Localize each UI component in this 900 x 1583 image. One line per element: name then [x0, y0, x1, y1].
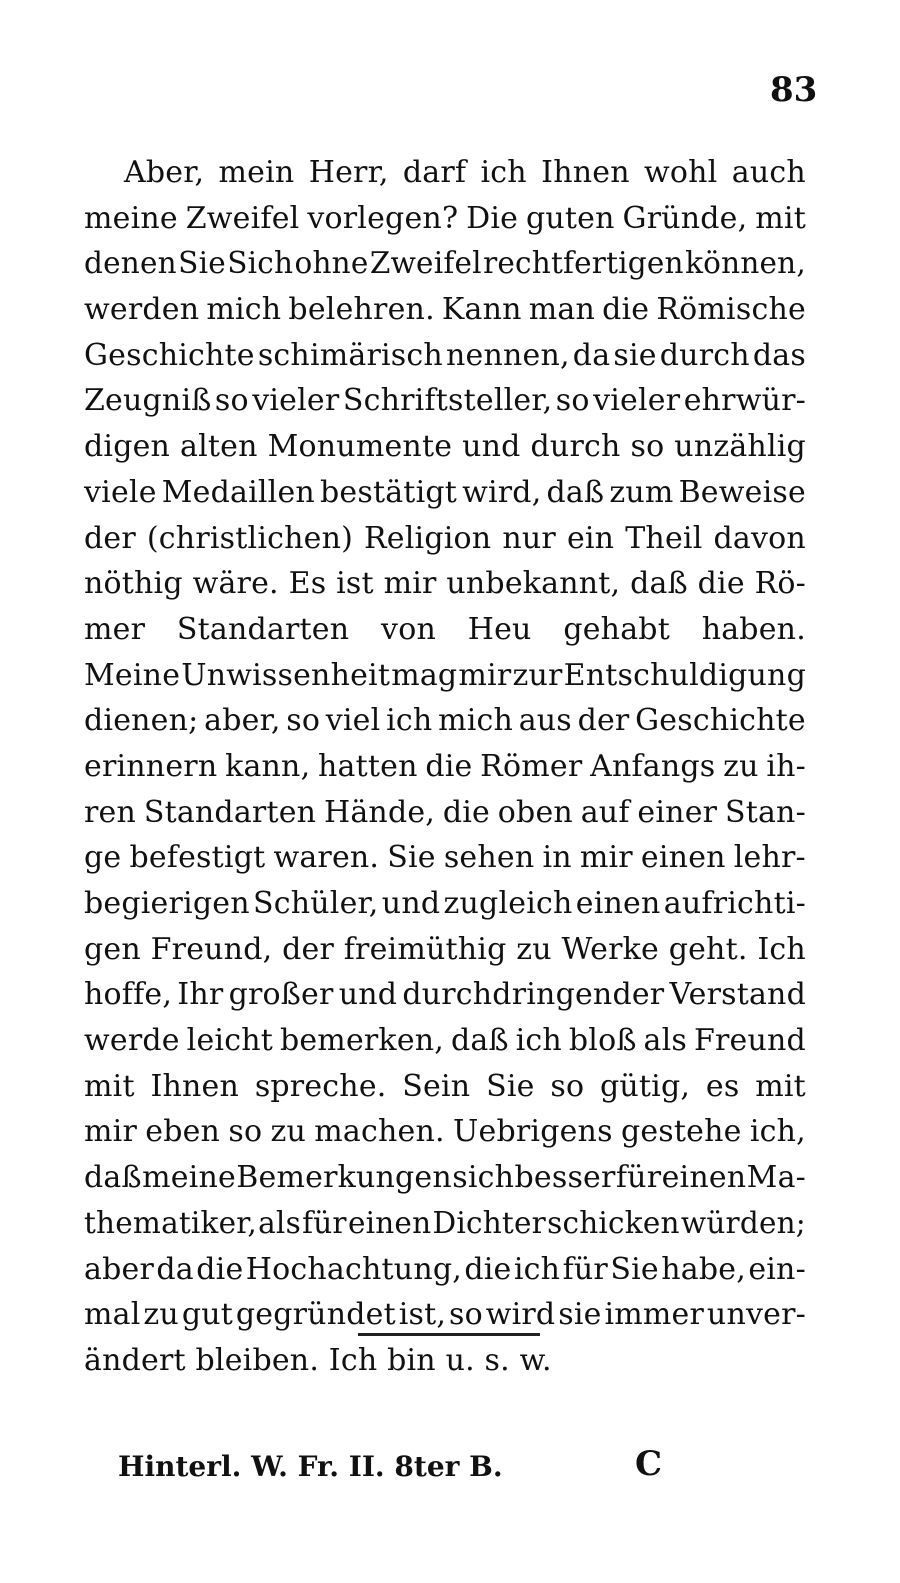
- text-line: hoffe, Ihr großer und durchdringender Verstand: [84, 977, 806, 1013]
- text-line: Zeugniß so vieler Schriftsteller, so vieler ehrwür-: [84, 383, 806, 419]
- text-line: ändert bleiben. Ich bin u. s. w.: [84, 1342, 552, 1378]
- letter-body: [84, 150, 806, 1384]
- text-line: thematiker, als für einen Dichter schicken würden;: [84, 1205, 806, 1240]
- text-line: ren Standarten Hände, die oben auf einer Stan-: [84, 794, 806, 830]
- text-line: Aber, mein Herr, darf ich Ihnen wohl auch: [124, 155, 806, 190]
- signature-mark: Hinterl. W. Fr. II. 8ter B.: [118, 1450, 503, 1483]
- text-line: der (christlichen) Religion nur ein Theil davon: [84, 520, 806, 556]
- text-line: denen Sie Sich ohne Zweifel rechtfertigen können,: [84, 246, 806, 281]
- text-line: Meine Unwissenheit mag mir zur Entschuldigung: [84, 657, 806, 693]
- text-line: digen alten Monumente und durch so unzählig: [84, 429, 806, 465]
- text-line: werden mich belehren. Kann man die Römische: [84, 292, 806, 328]
- text-line: gen Freund, der freimüthig zu Werke geht. Ich: [84, 931, 806, 967]
- text-line: werde leicht bemerken, daß ich bloß als Freund: [84, 1023, 806, 1059]
- text-line: viele Medaillen bestätigt wird, daß zum Beweise: [84, 474, 806, 510]
- text-line: mal zu gut gegründet ist, so wird sie immer unver-: [84, 1297, 806, 1333]
- page-number: 83: [770, 70, 818, 110]
- text-line: erinnern kann, hatten die Römer Anfangs zu ih-: [84, 748, 806, 784]
- text-line: mit Ihnen spreche. Sein Sie so gütig, es mit: [84, 1068, 806, 1104]
- section-divider: [358, 1333, 540, 1336]
- text-line: meine Zweifel vorlegen? Die guten Gründe, mit: [84, 200, 806, 236]
- text-line: nöthig wäre. Es ist mir unbekannt, daß die Rö-: [84, 566, 806, 602]
- text-line: dienen; aber, so viel ich mich aus der Geschichte: [84, 703, 806, 739]
- text-line: mer Standarten von Heu gehabt haben.: [84, 611, 806, 647]
- text-line: aber da die Hochachtung, die ich für Sie habe, ein-: [84, 1251, 806, 1287]
- text-line: ge befestigt waren. Sie sehen in mir einen lehr-: [84, 840, 806, 876]
- catchword: C: [635, 1444, 663, 1484]
- text-line: Geschichte schimärisch nennen, da sie durch das: [84, 337, 806, 373]
- text-line: begierigen Schüler, und zugleich einen aufrichti-: [84, 886, 806, 921]
- text-line: mir eben so zu machen. Uebrigens gestehe ich,: [84, 1114, 806, 1150]
- text-line: daß meine Bemerkungen sich besser für einen Ma-: [84, 1160, 806, 1196]
